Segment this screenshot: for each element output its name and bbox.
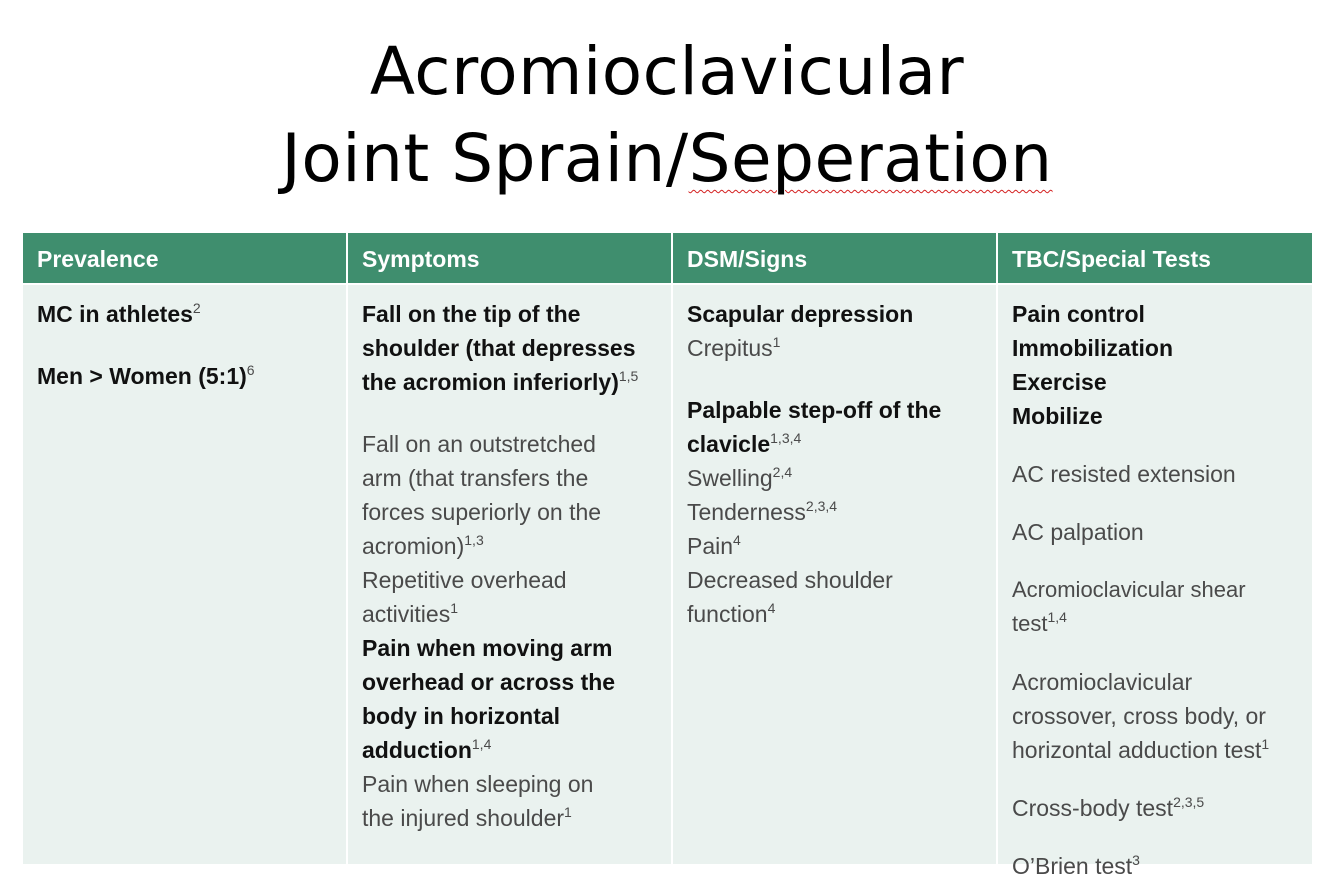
header-prevalence: Prevalence: [23, 233, 346, 283]
list-item: Fall on the tip of the shoulder (that depresses the acromion inferiorly)$^{1,5}$: [362, 301, 639, 395]
list-item: AC palpation: [1012, 519, 1144, 545]
list-item: Repetitive overhead activities$^1$: [362, 567, 567, 627]
list-item: Immobilization: [1012, 335, 1173, 361]
cell-signs: [673, 285, 996, 864]
list-item: Pain control: [1012, 301, 1145, 327]
list-item: Pain when moving arm overhead or across the body in horizontal adduction$^{1,4}$: [362, 635, 616, 763]
list-item: Fall on an outstretched arm (that transfers the forces superiorly on the acromion)$^{1,3}$: [362, 431, 602, 559]
list-item: Pain$^4$: [687, 532, 741, 559]
list-item: Mobilize: [1012, 403, 1103, 429]
list-item: Scapular depression: [687, 301, 914, 327]
list-item: Acromioclavicular crossover, cross body, or horizontal adduction test$^1$: [1012, 669, 1270, 763]
list-item: Decreased shoulder function$^4$: [687, 567, 893, 627]
list-item: O’Brien test$^3$: [1012, 852, 1140, 879]
header-signs: DSM/Signs: [673, 233, 996, 283]
header-symptoms: Symptoms: [348, 233, 671, 283]
cell-symptoms: [348, 285, 671, 864]
misspelled-word: Seperation: [688, 120, 1053, 197]
list-item: AC resisted extension: [1012, 461, 1236, 487]
list-item: Swelling$^{2,4}$: [687, 464, 793, 491]
cell-prevalence: [23, 285, 346, 864]
title-line-2: [0, 115, 1334, 202]
list-item: Crepitus$^1$: [687, 334, 781, 361]
list-item: Men > Women (5:1)$^6$: [37, 362, 255, 389]
list-item: Acromioclavicular shear test$^{1,4}$: [1012, 577, 1246, 636]
list-item: Tenderness$^{2,3,4}$: [687, 498, 838, 525]
list-item: Exercise: [1012, 369, 1107, 395]
info-table: [23, 233, 1312, 879]
title-line-1: Acromioclavicular: [369, 33, 965, 110]
list-item: Pain when sleeping on the injured shoulder$^1$: [362, 771, 594, 831]
list-item: MC in athletes$^2$: [37, 300, 201, 327]
slide-title: [0, 28, 1334, 202]
cell-tests: [998, 285, 1312, 879]
header-tests: TBC/Special Tests: [998, 233, 1312, 283]
list-item: Palpable step-off of the clavicle$^{1,3,4}$: [687, 397, 942, 457]
title-line-2-part-a: Joint Sprain/: [281, 120, 689, 197]
list-item: Cross-body test$^{2,3,5}$: [1012, 794, 1205, 821]
